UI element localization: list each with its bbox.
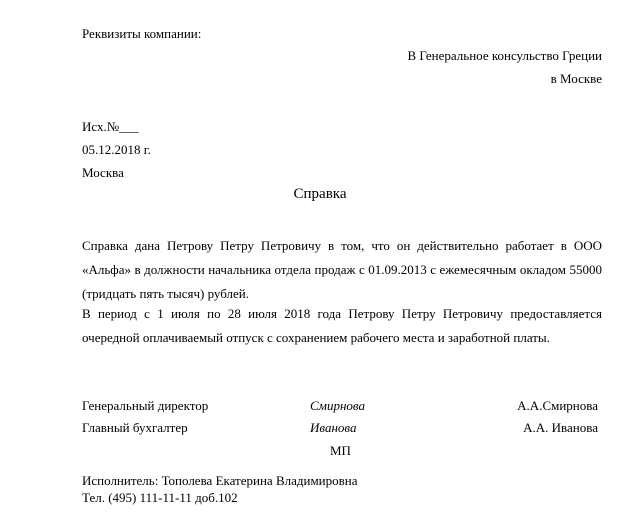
executor-line: Исполнитель: Тополева Екатерина Владимировна (82, 473, 358, 488)
body-paragraph-2: В период с 1 июля по 28 июля 2018 года Петрову Петру Петровичу предоставляется очередной оплачиваемый отпуск с сохранением рабочего места и заработной платы. (82, 306, 602, 345)
phone-line: Тел. (495) 111-11-11 доб.102 (82, 490, 238, 505)
signature-position-director: Генеральный директор (82, 398, 209, 413)
signature-name-director: А.А.Смирнова (517, 398, 598, 413)
stamp-label: МП (330, 443, 351, 458)
signature-name-accountant: А.А. Иванова (523, 420, 598, 435)
signature-director: Смирнова (310, 398, 365, 413)
document-title: Справка (293, 186, 347, 202)
document-city: Москва (82, 165, 124, 180)
recipient-line-2: в Москве (550, 71, 602, 86)
signature-accountant: Иванова (310, 420, 357, 435)
recipient-line-1: В Генеральное консульство Греции (407, 48, 602, 63)
body-paragraph-1: Справка дана Петрову Петру Петровичу в том, что он действительно работает в ООО «Альфа» в должности начальника отдела продаж с 01.09.2013 с ежемесячным окладом 55000 (тридцать пять тысяч) рублей. (82, 238, 602, 301)
signature-position-accountant: Главный бухгалтер (82, 420, 188, 435)
document-date: 05.12.2018 г. (82, 142, 151, 157)
company-details-label: Реквизиты компании: (82, 26, 202, 41)
outgoing-number: Исх.№___ (82, 119, 139, 134)
